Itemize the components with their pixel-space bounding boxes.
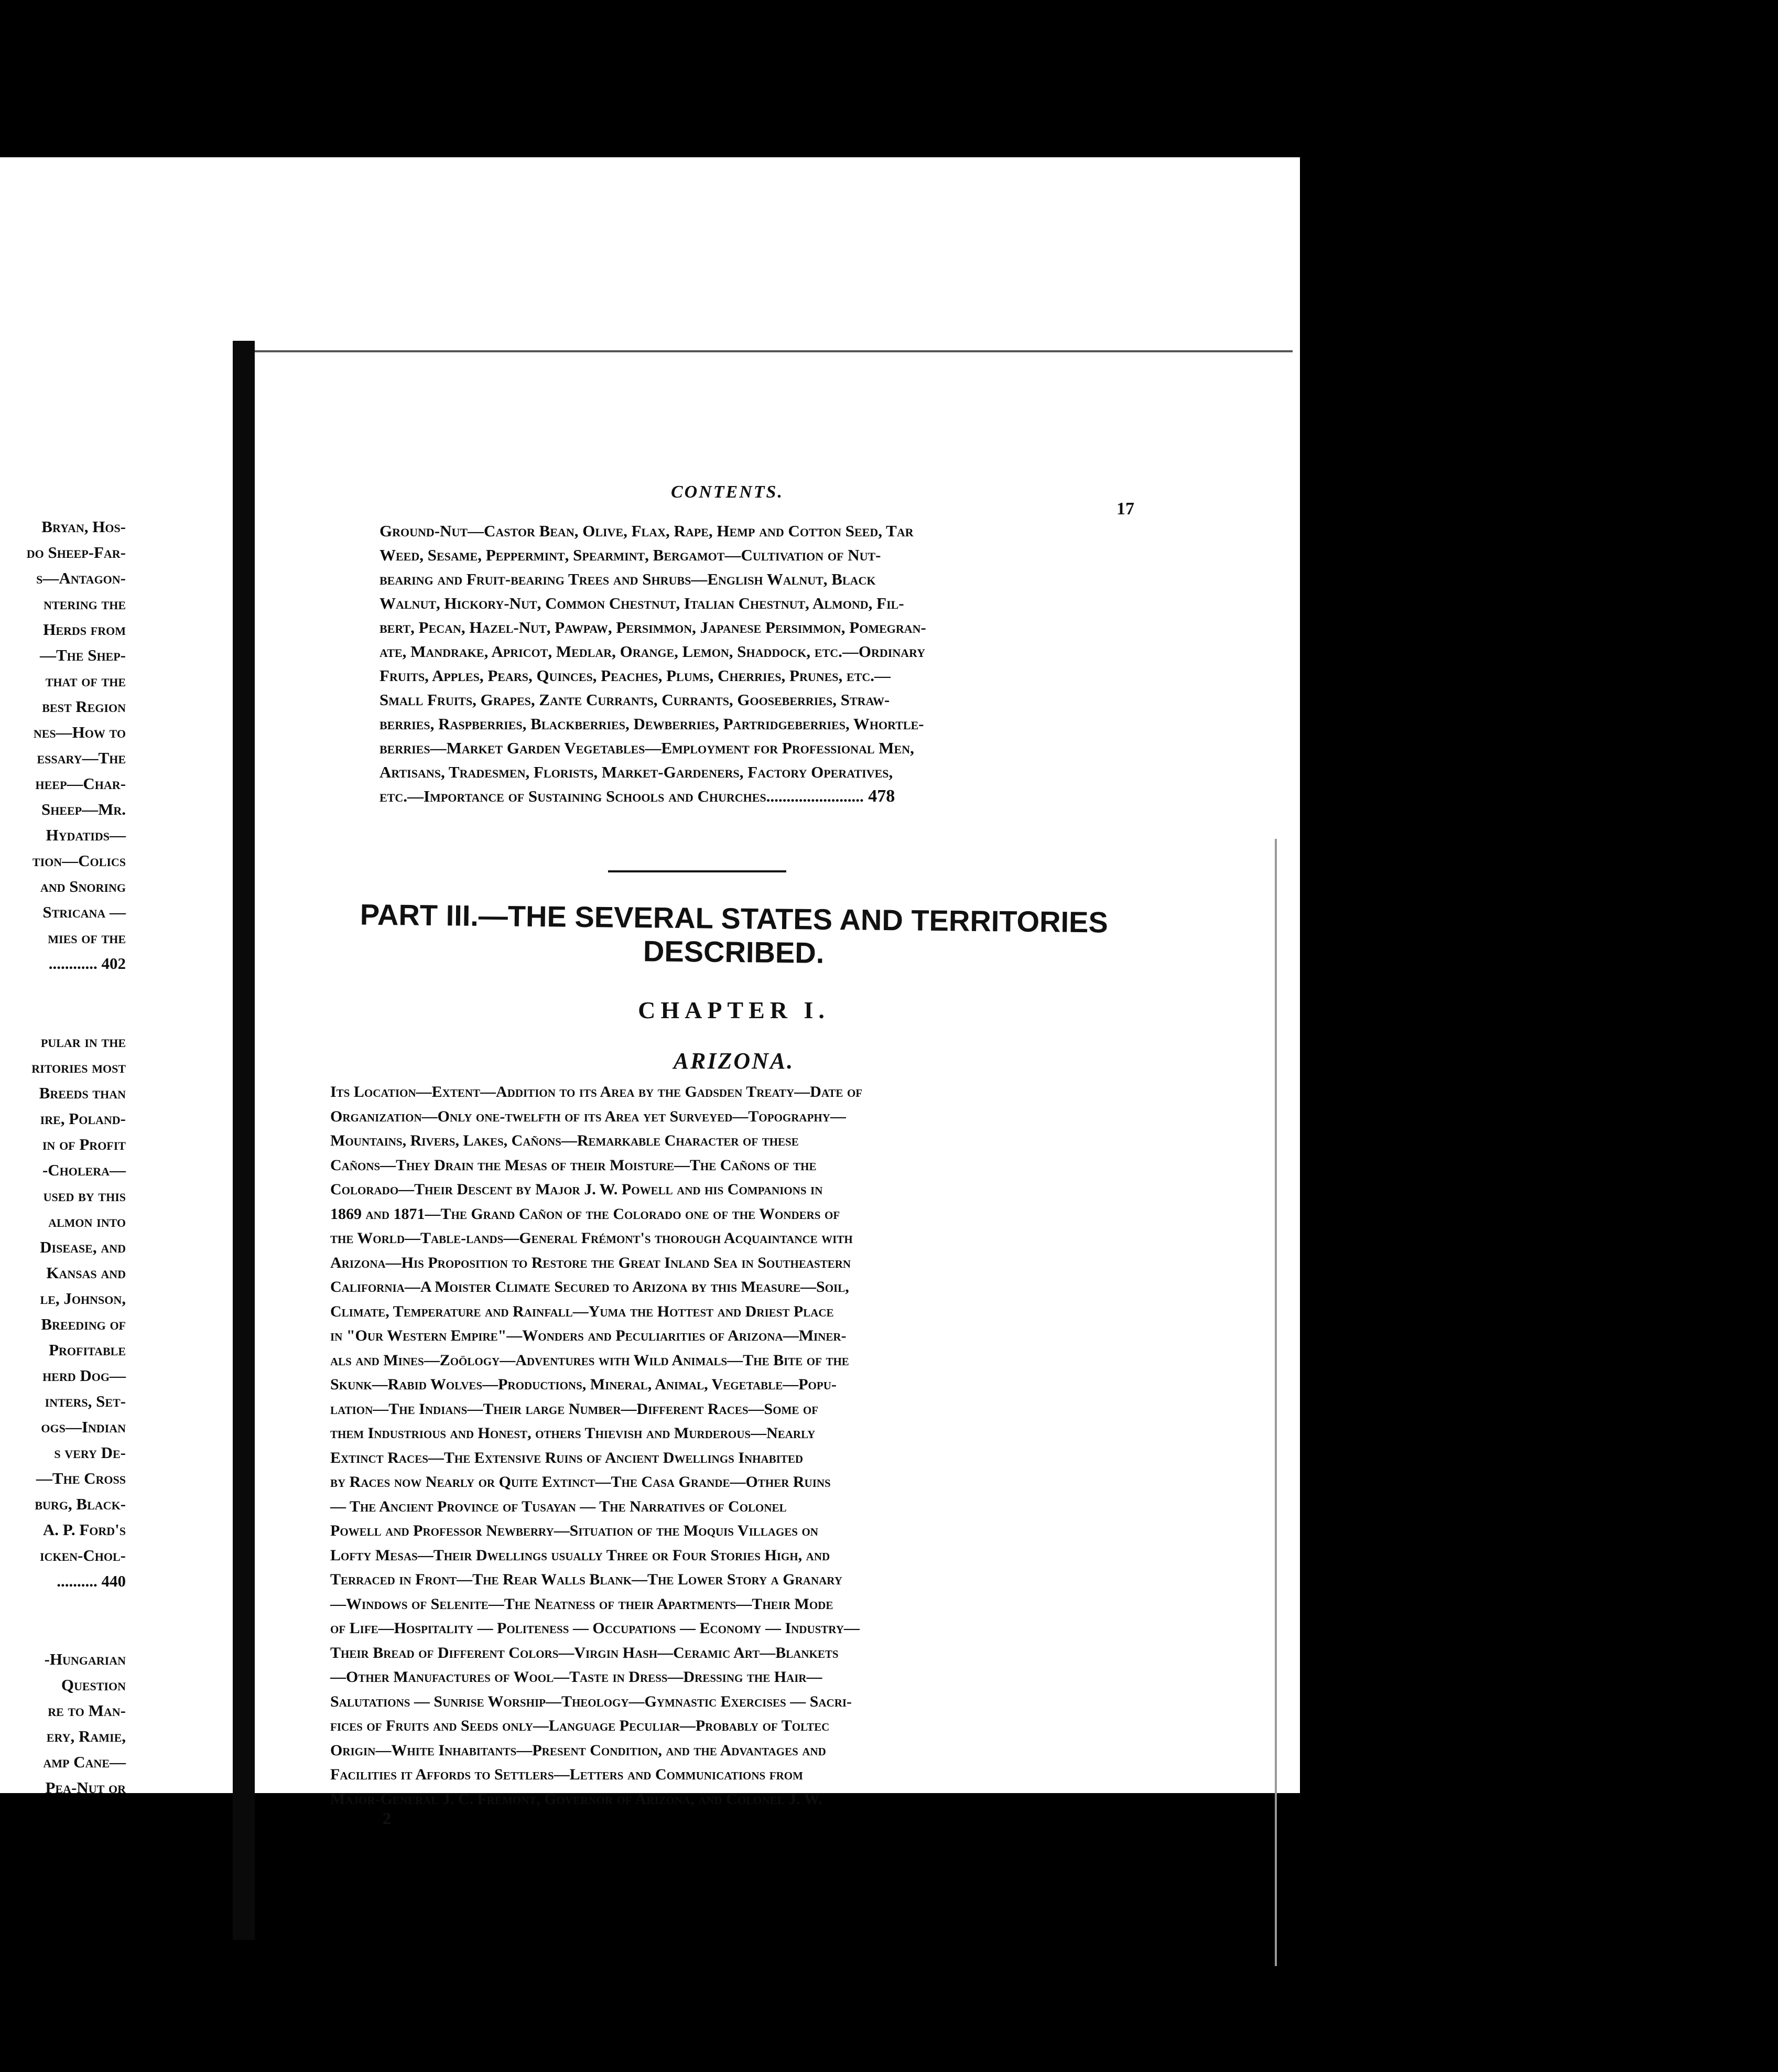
left-page-line: pular in the	[40, 1032, 126, 1051]
summary-line: Major-General J. C. Frémont, Governor of Arizona, and Colonel J. W.	[330, 1790, 822, 1808]
summary-line: by Races now Nearly or Quite Extinct—The Casa Grande—Other Ruins	[330, 1473, 831, 1491]
left-block-a	[0, 514, 126, 976]
chapter-summary	[330, 1080, 1080, 1811]
summary-line: California—A Moister Climate Secured to Arizona by this Measure—Soil,	[330, 1278, 849, 1296]
toc-line: Weed, Sesame, Peppermint, Spearmint, Bergamot—Cultivation of Nut-	[380, 546, 881, 564]
summary-line: Terraced in Front—The Rear Walls Blank—The Lower Story a Granary	[330, 1571, 842, 1588]
toc-line: Walnut, Hickory-Nut, Common Chestnut, Italian Chestnut, Almond, Fil-	[380, 594, 904, 612]
summary-line: Cañons—They Drain the Mesas of their Moisture—The Cañons of the	[330, 1156, 817, 1174]
summary-line: Organization—Only one-twelfth of its Area yet Surveyed—Topography—	[330, 1107, 846, 1125]
left-page-line: icken-Chol-	[39, 1546, 126, 1564]
left-page-line: -Hungarian	[44, 1650, 126, 1668]
left-page-line: Herds from	[43, 620, 126, 639]
toc-line: etc.—Importance of Sustaining Schools and Churches........................ 478	[380, 786, 895, 806]
toc-line: Small Fruits, Grapes, Zante Currants, Currants, Gooseberries, Straw-	[380, 690, 890, 709]
chapter-heading: CHAPTER I.	[638, 997, 830, 1023]
summary-line: Facilities it Affords to Settlers—Letters and Communications from	[330, 1766, 803, 1783]
summary-line: in "Our Western Empire"—Wonders and Peculiarities of Arizona—Miner-	[330, 1327, 847, 1344]
summary-line: Mountains, Rivers, Lakes, Cañons—Remarkable Character of these	[330, 1132, 799, 1149]
left-page-line: almon into	[48, 1212, 126, 1231]
page-right-edge	[1275, 839, 1277, 1966]
chapter-subject: ARIZONA.	[673, 1048, 795, 1074]
summary-line: Powell and Professor Newberry—Situation of the Moquis Villages on	[330, 1522, 818, 1539]
summary-line: Salutations — Sunrise Worship—Theology—Gymnastic Exercises — Sacri-	[330, 1692, 852, 1710]
summary-line: of Life—Hospitality — Politeness — Occupations — Economy — Industry—	[330, 1620, 860, 1637]
left-page-line: ery, Ramie,	[46, 1727, 126, 1745]
toc-entry	[380, 519, 1108, 808]
left-page-line: ire, Poland-	[40, 1109, 126, 1128]
summary-line: the World—Table-lands—General Frémont's thorough Acquaintance with	[330, 1229, 853, 1247]
toc-line: Artisans, Tradesmen, Florists, Market-Gardeners, Factory Operatives,	[380, 763, 893, 781]
toc-line: Fruits, Apples, Pears, Quinces, Peaches, Plums, Cherries, Prunes, etc.—	[380, 666, 891, 685]
toc-page-number: 478	[863, 786, 895, 806]
left-page-line: re to Man-	[48, 1701, 126, 1720]
left-page-line: Disease, and	[40, 1238, 126, 1256]
left-page-line: le, Johnson,	[40, 1289, 126, 1308]
toc-line: berries, Raspberries, Blackberries, Dewberries, Partridgeberries, Whortle-	[380, 715, 924, 733]
left-page-line: amp Cane—	[43, 1753, 126, 1771]
part-title-line-2: DESCRIBED.	[643, 934, 825, 969]
left-page-line: Question	[61, 1676, 126, 1694]
summary-line: — The Ancient Province of Tusayan — The Narratives of Colonel	[330, 1497, 787, 1515]
summary-line: Colorado—Their Descent by Major J. W. Powell and his Companions in	[330, 1181, 823, 1198]
page-top-rule	[255, 350, 1293, 352]
running-head: CONTENTS.	[671, 482, 784, 502]
part-title	[324, 898, 1143, 973]
left-page-line: inters, Set-	[45, 1392, 126, 1410]
summary-line: fices of Fruits and Seeds only—Language Peculiar—Probably of Toltec	[330, 1717, 830, 1734]
summary-line: 1869 and 1871—The Grand Cañon of the Colorado one of the Wonders of	[330, 1205, 840, 1223]
toc-leader: ........................	[766, 787, 864, 805]
left-page-line: Hydatids—	[46, 826, 126, 844]
summary-line: —Windows of Selenite—The Neatness of their Apartments—Their Mode	[330, 1595, 833, 1613]
left-page-line: ogs—Indian	[41, 1418, 126, 1436]
left-page-line: in of Profit	[42, 1135, 126, 1153]
summary-line: Arizona—His Proposition to Restore the Great Inland Sea in Southeastern	[330, 1254, 851, 1271]
left-page-line: .......... 440	[57, 1572, 126, 1590]
left-page-line: s very De-	[54, 1443, 126, 1462]
left-page-line: ritories most	[31, 1058, 126, 1076]
left-page-line: do Sheep-Far-	[26, 543, 126, 562]
summary-line: Origin—White Inhabitants—Present Condition, and the Advantages and	[330, 1741, 826, 1759]
scanned-book-spread	[0, 157, 1300, 1828]
left-page-line: essary—The	[37, 749, 126, 767]
left-page-line: Profitable	[49, 1341, 126, 1359]
summary-line: Climate, Temperature and Rainfall—Yuma the Hottest and Driest Place	[330, 1302, 834, 1320]
summary-line: them Industrious and Honest, others Thievish and Murderous—Nearly	[330, 1424, 816, 1442]
left-page-line: ............ 402	[48, 954, 126, 973]
left-page-line: s—Antagon-	[36, 569, 126, 587]
left-page-line: burg, Black-	[35, 1495, 126, 1513]
signature-mark: 2	[383, 1809, 391, 1828]
left-page-line: Kansas and	[46, 1264, 126, 1282]
left-page-line: Breeds than	[39, 1084, 126, 1102]
summary-line: Its Location—Extent—Addition to its Area by the Gadsden Treaty—Date of	[330, 1083, 863, 1100]
summary-line: als and Mines—Zoölogy—Adventures with Wild Animals—The Bite of the	[330, 1351, 849, 1369]
summary-line: lation—The Indians—Their large Number—Different Races—Some of	[330, 1400, 819, 1418]
left-page-line: best Region	[42, 697, 126, 716]
summary-line: Lofty Mesas—Their Dwellings usually Three or Four Stories High, and	[330, 1546, 830, 1564]
left-page-line: —The Cross	[36, 1469, 126, 1487]
left-page-line: -Cholera—	[42, 1161, 126, 1179]
part-title-line-1: PART III.—THE SEVERAL STATES AND TERRITORIES	[360, 898, 1109, 939]
summary-line: Skunk—Rabid Wolves—Productions, Mineral, Animal, Vegetable—Popu-	[330, 1376, 837, 1393]
left-page-line: tion—Colics	[32, 851, 126, 870]
left-page-line: and Snoring	[40, 877, 126, 895]
left-page-line: A. P. Ford's	[42, 1520, 126, 1539]
summary-line: Their Bread of Different Colors—Virgin Hash—Ceramic Art—Blankets	[330, 1644, 839, 1661]
left-page-line: —The Shep-	[39, 646, 126, 664]
page-number: 17	[1116, 499, 1134, 519]
toc-line: bearing and Fruit-bearing Trees and Shrubs—English Walnut, Black	[380, 570, 876, 588]
left-page-line: Pea-Nut or	[45, 1778, 126, 1797]
left-page-line: Bryan, Hos-	[41, 517, 126, 536]
toc-line: berries—Market Garden Vegetables—Employment for Professional Men,	[380, 739, 914, 757]
left-page-line: Breeding of	[41, 1315, 126, 1333]
left-page-line: that of the	[45, 672, 126, 690]
left-page-line: used by this	[43, 1186, 126, 1205]
left-page-line: Sheep—Mr.	[41, 800, 126, 818]
left-page-line: mies of the	[48, 929, 126, 947]
toc-line: bert, Pecan, Hazel-Nut, Pawpaw, Persimmon, Japanese Persimmon, Pomegran-	[380, 618, 926, 636]
left-page-line: herd Dog—	[42, 1366, 126, 1385]
left-page-line: Stricana —	[42, 903, 126, 921]
book-gutter	[233, 341, 255, 1940]
left-block-b	[0, 1029, 126, 1594]
left-page-fragment	[0, 514, 126, 1800]
summary-line: Extinct Races—The Extensive Ruins of Ancient Dwellings Inhabited	[330, 1449, 804, 1466]
section-divider	[608, 870, 786, 872]
left-page-line: heep—Char-	[35, 774, 126, 793]
toc-line: Ground-Nut—Castor Bean, Olive, Flax, Rape, Hemp and Cotton Seed, Tar	[380, 522, 914, 540]
left-page-line: ntering the	[44, 595, 126, 613]
toc-line: ate, Mandrake, Apricot, Medlar, Orange, Lemon, Shaddock, etc.—Ordinary	[380, 642, 926, 661]
left-page-line: nes—How to	[33, 723, 126, 741]
summary-line: —Other Manufactures of Wool—Taste in Dress—Dressing the Hair—	[330, 1668, 822, 1686]
left-block-c	[0, 1646, 126, 1800]
